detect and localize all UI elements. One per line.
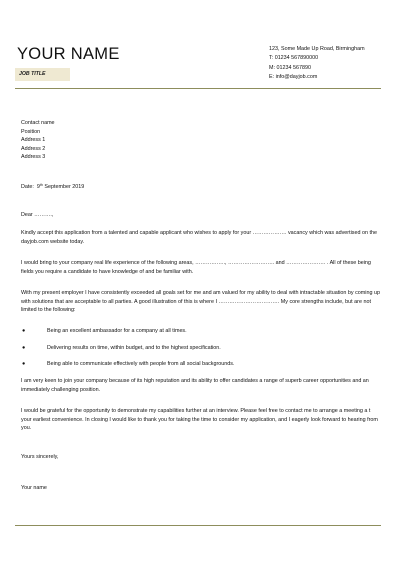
- paragraph-3: With my present employer I have consistently exceeded all goals set for me and am valued for my ability to deal with intractable situation by coming up with solutions that are acceptable to all parties. A good illustration of this is where I ……………………………. My core strengths include, but are not limited to the following:: [21, 290, 380, 314]
- contact-details: [269, 45, 365, 82]
- date-suffix: th: [39, 183, 43, 187]
- date-month-year: September 2019: [44, 184, 85, 190]
- recipient-address-2: Address 2: [21, 145, 46, 152]
- date-day: 9: [36, 184, 40, 190]
- recipient-contact-name: Contact name: [21, 120, 55, 126]
- bullet-text: Delivering results on time, within budget, and to the highest specification.: [47, 345, 221, 351]
- contact-email: E: info@dayjob.com: [269, 73, 318, 80]
- salutation: Dear ……….,: [21, 212, 54, 218]
- contact-address: 123, Some Made Up Road, Birmingham: [269, 46, 365, 52]
- paragraph-4: I am very keen to join your company because of its high reputation and its ability to offer candidates a range of superb career opportunities and an immediately challenging position.: [21, 378, 369, 393]
- contact-mobile: M: 01234 567890: [269, 64, 311, 71]
- signature-name: Your name: [21, 485, 47, 491]
- header-divider: [15, 88, 381, 89]
- bullet-dot-icon: ●: [22, 361, 26, 367]
- paragraph-1: Kindly accept this application from a talented and capable applicant who wishes to apply for your ………………. vacancy which was advertised on the dayjob.com website today.: [21, 230, 377, 245]
- recipient-position: Position: [21, 128, 41, 135]
- bullet-dot-icon: ●: [22, 345, 26, 351]
- recipient-address-1: Address 1: [21, 137, 46, 144]
- job-title-badge: JOB TITLE: [15, 68, 70, 81]
- recipient-address-3: Address 3: [21, 154, 46, 161]
- bullet-dot-icon: ●: [22, 328, 26, 334]
- paragraph-2: I would bring to your company real life experience of the following areas, …………….., …………………….. and …………………. . All of these being fields you require a candidate to have knowledge of and be familiar with.: [21, 260, 371, 275]
- date-label: Date:: [21, 184, 34, 190]
- footer-divider: [15, 525, 381, 526]
- letter-date: [21, 181, 84, 192]
- bullet-text: Being an excellent ambassador for a company at all times.: [47, 328, 187, 334]
- closing-phrase: Yours sincerely,: [21, 454, 59, 460]
- applicant-name: YOUR NAME: [17, 45, 120, 63]
- bullet-text: Being able to communicate effectively with people from all social backgrounds.: [47, 361, 235, 367]
- recipient-block: [21, 119, 55, 162]
- contact-telephone: T: 01234 567890000: [269, 55, 319, 62]
- paragraph-5: I would be grateful for the opportunity to demonstrate my capabilities further at an interview. Please feel free to contact me to arrange a meeting a t your earliest convenience. In closing I would like to thank you for taking the time to consider my application, and I eagerly look forward to hearing from you.: [21, 408, 378, 432]
